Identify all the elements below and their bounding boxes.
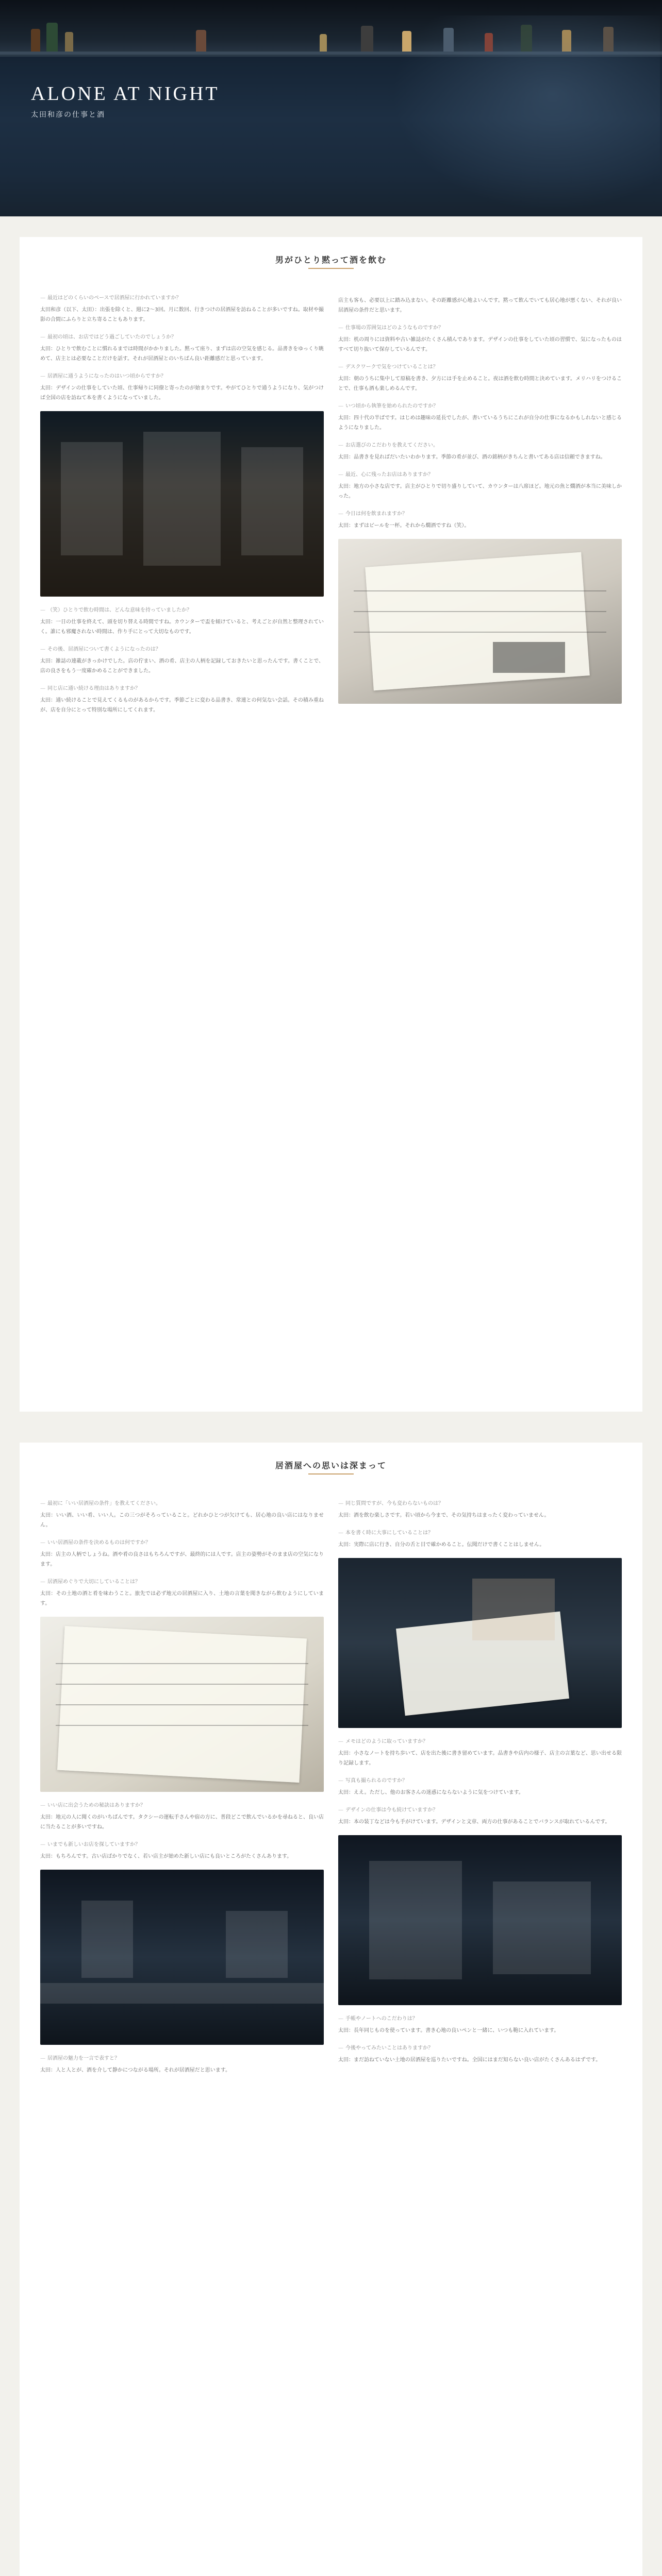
question: — 手帳やノートへのこだわりは？ — [338, 2014, 622, 2024]
qa-item — [338, 296, 622, 315]
qa-item — [40, 606, 324, 637]
answer: 太田：もちろんです。古い店ばかりでなく、若い店主が始めた新しい店にも良いところがたくさんあります。 — [40, 1854, 292, 1859]
question: — 最初に「いい居酒屋の条件」を教えてください。 — [40, 1499, 324, 1509]
photo-shelf — [40, 411, 324, 597]
qa-item — [338, 470, 622, 501]
answer: 太田和彦（以下、太田）：出張を除くと、週に2〜3回。月に数回、行きつけの居酒屋を訪ねることが多いですね。取材や撮影の合間にふらりと立ち寄ることもあります。 — [40, 307, 324, 323]
question: — デスクワークで気をつけていることは？ — [338, 363, 622, 372]
qa-item — [338, 2044, 622, 2065]
question: — 居酒屋に通うようになったのはいつ頃からですか？ — [40, 372, 324, 381]
section-divider — [308, 1473, 354, 1475]
answer: 太田：雑誌の連載がきっかけでした。店の佇まい、酒の肴、店主の人柄を記録しておきたいと思ったんです。書くことで、店の良さをもう一度確かめることができました。 — [40, 658, 324, 674]
section-divider — [308, 268, 354, 269]
photo-newspaper — [338, 539, 622, 704]
qa-item — [40, 2054, 324, 2075]
qa-item — [338, 402, 622, 433]
bottle — [361, 26, 373, 53]
qa-item — [40, 1840, 324, 1861]
question: — 今後やってみたいことはありますか？ — [338, 2044, 622, 2053]
hero-title: ALONE AT NIGHT — [31, 83, 220, 105]
left-column — [40, 1499, 324, 2083]
bottle — [31, 29, 40, 53]
photo-counter — [40, 1870, 324, 2045]
question: — 同じ店に通い続ける理由はありますか？ — [40, 684, 324, 693]
question: — メモはどのように取っていますか？ — [338, 1737, 622, 1747]
answer: 太田：その土地の酒と肴を味わうこと。旅先では必ず地元の居酒屋に入り、土地の言葉を聞きながら飲むようにしています。 — [40, 1591, 324, 1606]
photo-notebook — [40, 1617, 324, 1792]
answer: 太田：朝のうちに集中して原稿を書き、夕方には手を止めること。夜は酒を飲む時間と決めています。メリハリをつけることで、仕事も酒も楽しめるんです。 — [338, 376, 622, 392]
photo-writing-hand — [338, 1558, 622, 1728]
qa-item — [40, 1499, 324, 1530]
answer: 太田：実際に店に行き、自分の舌と目で確かめること。伝聞だけで書くことはしません。 — [338, 1542, 545, 1548]
qa-item — [40, 1538, 324, 1569]
hero-subtitle: 太田和彦の仕事と酒 — [31, 111, 105, 119]
qa-item — [338, 441, 622, 462]
qa-item — [338, 1499, 622, 1520]
qa-item — [338, 1776, 622, 1798]
qa-item — [40, 294, 324, 325]
section-header — [20, 1443, 642, 1487]
question: — （笑）ひとりで飲む時間は、どんな意味を持っていましたか？ — [40, 606, 324, 615]
answer: 太田：いい酒、いい肴、いい人。この三つがそろっていること。どれかひとつが欠けても、居心地の良い店にはなりません。 — [40, 1513, 324, 1528]
answer: 太田：通い続けることで見えてくるものがあるからです。季節ごとに変わる品書き、常連との何気ない会話。その積み重ねが、店を自分にとって特別な場所にしてくれます。 — [40, 698, 324, 713]
qa-item — [40, 1801, 324, 1832]
question: — お店選びのこだわりを教えてください。 — [338, 441, 622, 450]
answer: 太田：地元の人に聞くのがいちばんです。タクシーの運転手さんや宿の方に、普段どこで飲んでいるかを尋ねると、良い店に当たることが多いですね。 — [40, 1815, 324, 1830]
answer: 店主も客も、必要以上に踏み込まない。その距離感が心地よいんです。黙って飲んでいても居心地が悪くない、それが良い居酒屋の条件だと思います。 — [338, 298, 622, 313]
qa-item — [338, 1806, 622, 1827]
bottle — [196, 30, 206, 53]
question: — 写真も撮られるのですか？ — [338, 1776, 622, 1786]
answer: 太田：小さなノートを持ち歩いて、店を出た後に書き留めています。品書きや店内の様子、店主の言葉など、思い出せる限り記録します。 — [338, 1751, 622, 1766]
right-column — [338, 1499, 622, 2083]
question: — いまでも新しいお店を探していますか？ — [40, 1840, 324, 1850]
section-title: 男がひとり黙って酒を飲む — [275, 255, 387, 265]
answer: 太田：酒を飲む楽しさです。若い頃から今まで、その気持ちはまったく変わっていません。 — [338, 1513, 550, 1518]
question: — 最近、心に残ったお店はありますか？ — [338, 470, 622, 480]
answer: 太田：長年同じものを使っています。書き心地の良いペンと一緒に、いつも鞄に入れています。 — [338, 2028, 559, 2033]
question: — 最近はどのくらいのペースで居酒屋に行かれていますか？ — [40, 294, 324, 303]
qa-item — [40, 645, 324, 676]
question: — 仕事場の雰囲気はどのようなものですか？ — [338, 324, 622, 333]
question: — デザインの仕事は今も続けていますか？ — [338, 1806, 622, 1815]
qa-item — [338, 363, 622, 394]
bottle — [320, 34, 327, 53]
answer: 太田：机の周りには資料や古い雑誌がたくさん積んであります。デザインの仕事をしていた頃の習慣で、気になったものはすべて切り抜いて保存しているんです。 — [338, 337, 622, 352]
answer: 太田：地方の小さな店です。店主がひとりで切り盛りしていて、カウンターは八席ほど。地元の魚と燗酒が本当に美味しかった。 — [338, 484, 622, 499]
hero-glow — [392, 15, 660, 211]
qa-item — [40, 684, 324, 715]
question: — いつ頃から執筆を始められたのですか？ — [338, 402, 622, 411]
answer: 太田：人と人とが、酒を介して静かにつながる場所。それが居酒屋だと思います。 — [40, 2067, 230, 2073]
qa-item — [40, 1578, 324, 1608]
photo-bar-interior — [338, 1835, 622, 2005]
section-1 — [20, 237, 642, 1412]
qa-item — [40, 372, 324, 403]
answer: 太田：デザインの仕事をしていた頃、仕事帰りに同僚と寄ったのが始まりです。やがてひとりで通うようになり、気がつけば全国の店を訪ねて本を書くようになっていました。 — [40, 385, 324, 401]
qa-item — [338, 1529, 622, 1550]
answer: 太田：まだ訪ねていない土地の居酒屋を巡りたいですね。全国にはまだ知らない良い店がたくさんあるはずです。 — [338, 2057, 601, 2063]
qa-item — [338, 2014, 622, 2036]
answer: 太田：一日の仕事を終えて、頭を切り替える時間ですね。カウンターで盃を傾けていると、考えごとが自然と整理されていく。誰にも邪魔されない時間は、作り手にとって大切なものです。 — [40, 619, 324, 635]
question: — いい居酒屋の条件を決めるものは何ですか？ — [40, 1538, 324, 1548]
bottle — [65, 32, 73, 53]
qa-item — [338, 510, 622, 531]
answer: 太田：四十代の半ばです。はじめは趣味の延長でしたが、書いているうちにこれが自分の仕事になるかもしれないと感じるようになりました。 — [338, 415, 622, 431]
answer: 太田：まずはビールを一杯。それから燗酒ですね（笑）。 — [338, 523, 470, 529]
section-2 — [20, 1443, 642, 2576]
qa-item — [338, 1737, 622, 1768]
question: — 本を書く時に大事にしていることは？ — [338, 1529, 622, 1538]
hero-banner — [0, 0, 662, 216]
question: — 同じ質問ですが、今も変わらないものは？ — [338, 1499, 622, 1509]
question: — 最初の頃は、お店ではどう過ごしていたのでしょうか？ — [40, 333, 324, 342]
answer: 太田：本の装丁などは今も手がけています。デザインと文章、両方の仕事があることでバランスが取れているんです。 — [338, 1819, 610, 1825]
question: — その後、居酒屋について書くようになったのは？ — [40, 645, 324, 654]
left-column — [40, 294, 324, 723]
qa-item — [338, 324, 622, 354]
question: — 居酒屋めぐりで大切にしていることは？ — [40, 1578, 324, 1587]
question: — いい店に出会うための秘訣はありますか？ — [40, 1801, 324, 1810]
answer: 太田：ひとりで飲むことに慣れるまでは時間がかかりました。黙って座り、まずは店の空気を感じる。品書きをゆっくり眺めて、店主とは必要なことだけを話す。それが居酒屋とのいちばん良い距離感だと思っています。 — [40, 346, 324, 362]
answer: 太田：ええ。ただし、他のお客さんの迷惑にならないように気をつけています。 — [338, 1790, 524, 1795]
right-column — [338, 294, 622, 723]
question: — 今日は何を飲まれますか？ — [338, 510, 622, 519]
answer: 太田：店主の人柄でしょうね。酒や肴の良さはもちろんですが、最終的には人です。店主の姿勢がそのまま店の空気になります。 — [40, 1552, 324, 1567]
section-title: 居酒屋への思いは深まって — [275, 1460, 387, 1470]
question: — 居酒屋の魅力を一言で表すと？ — [40, 2054, 324, 2063]
answer: 太田：品書きを見ればだいたいわかります。季節の肴が並び、酒の銘柄がきちんと書いてある店は信頼できますね。 — [338, 454, 606, 460]
bottle — [46, 23, 58, 53]
section-header — [20, 237, 642, 281]
qa-item — [40, 333, 324, 364]
